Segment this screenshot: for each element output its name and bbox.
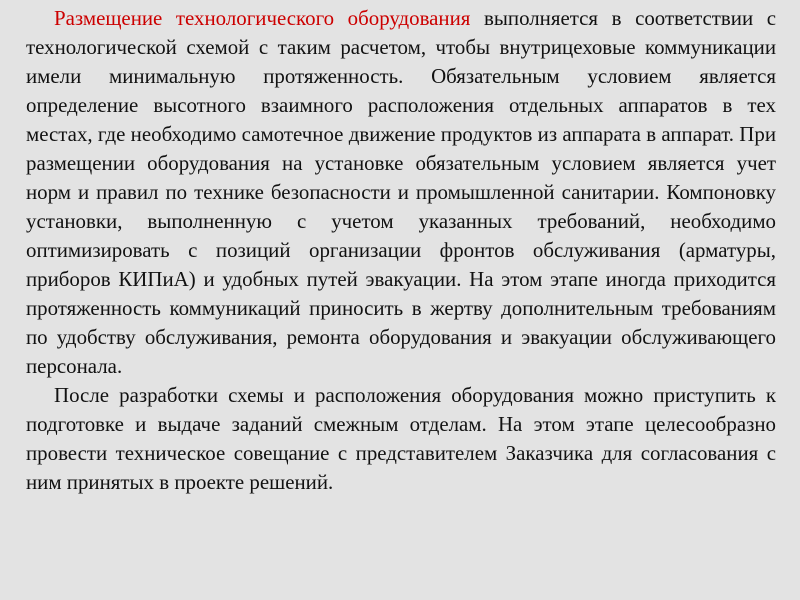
paragraph-1-lead-phrase: Размещение технологического оборудования [54,6,471,30]
paragraph-1 [26,4,776,381]
document-text [26,4,776,497]
paragraph-1-body: выполняется в соответствии с технологической схемой с таким расчетом, чтобы внутрицеховые коммуникации имели минимальную протяженность. Обязательным условием является определение высотного взаимного расположения отдельных аппаратов в тех местах, где необходимо самотечное движение продуктов из аппарата в аппарат. При размещении оборудования на установке обязательным условием является учет норм и правил по технике безопасности и промышленной санитарии. Компоновку установки, выполненную с учетом указанных требований, необходимо оптимизировать с позиций организации фронтов обслуживания (арматуры, приборов КИПиА) и удобных путей эвакуации. На этом этапе иногда приходится протяженность коммуникаций приносить в жертву дополнительным требованиям по удобству обслуживания, ремонта оборудования и эвакуации обслуживающего персонала. [26,6,776,378]
paragraph-2-body: После разработки схемы и расположения оборудования можно приступить к подготовке и выдаче заданий смежным отделам. На этом этапе целесообразно провести техническое совещание с представителем Заказчика для согласования с ним принятых в проекте решений. [26,383,776,494]
paragraph-2 [26,381,776,497]
